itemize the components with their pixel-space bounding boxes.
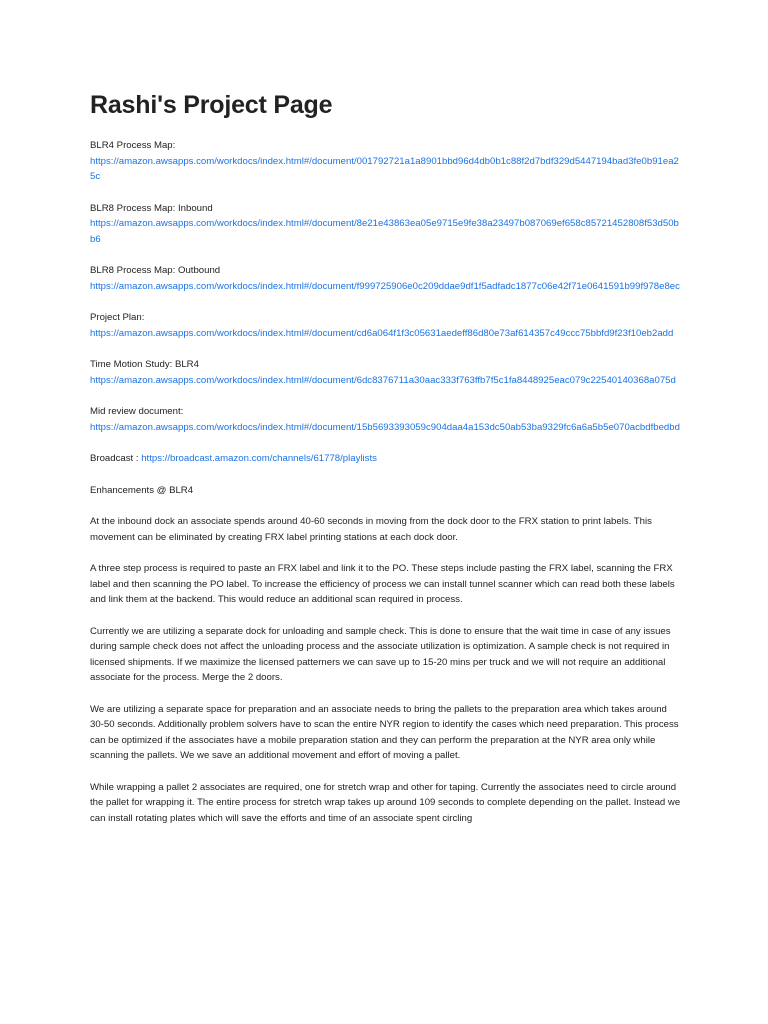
broadcast-line [90, 451, 682, 467]
broadcast-link[interactable]: https://broadcast.amazon.com/channels/61778/playlists [141, 453, 377, 464]
link-block-mid-review [90, 404, 682, 435]
link-label: Time Motion Study: BLR4 [90, 359, 199, 370]
link-block-time-motion-study [90, 357, 682, 388]
paragraph-frx-label-printing: At the inbound dock an associate spends around 40-60 seconds in moving from the dock door to the FRX station to print labels. This movement can be eliminated by creating FRX label printing stations at each dock door. [90, 516, 652, 543]
paragraph-merge-doors: Currently we are utilizing a separate dock for unloading and sample check. This is done to ensure that the wait time in case of any issues during sample check does not affect the unloading process and the associate utilization is optimization. A sample check is not required in licensed shipments. If we maximize the licensed patterners we can save up to 15-20 mins per truck and we will not require an additional associate for the process. Merge the 2 doors. [90, 625, 671, 683]
link-block-blr8-outbound [90, 263, 682, 294]
document-link[interactable]: https://amazon.awsapps.com/workdocs/index.html#/document/cd6a064f1f3c05631aedeff86d80e73af614357c49ccc75bbfd9f23f10eb2add [90, 327, 674, 339]
paragraph-tunnel-scanner: A three step process is required to paste an FRX label and link it to the PO. These steps include pasting the FRX label, scanning the FRX label and then scanning the PO label. To increase the efficiency of process we can install tunnel scanner which can read both these labels and link them at the backend. This would reduce an additional scan required in process. [90, 563, 675, 605]
enhancements-heading: Enhancements @ BLR4 [90, 484, 194, 496]
paragraph-rotating-plates: While wrapping a pallet 2 associates are required, one for stretch wrap and other for taping. Currently the associates need to circle around the pallet for wrapping it. The entire process for stretch wrap takes up around 109 seconds to complete depending on the pallet. Instead we can install rotating plates which will save the efforts and time of an associate spent circling [90, 781, 681, 824]
link-label: BLR8 Process Map: Inbound [90, 202, 213, 214]
link-label: BLR8 Process Map: Outbound [90, 265, 221, 276]
page-title: Rashi's Project Page [90, 91, 333, 119]
paragraph-mobile-preparation: We are utilizing a separate space for preparation and an associate needs to bring the pallets to the preparation area which takes around 30-50 seconds. Additionally problem solvers have to scan the entire NYR region to identify the cases which need preparation. This process can be optimized if the associates have a mobile preparation station and they can perform the preparation at the NYR area only while scanning the pallets. We we save an additional movement and effort of moving a pallet. [90, 703, 679, 761]
document-link[interactable]: https://amazon.awsapps.com/workdocs/index.html#/document/8e21e43863ea05e9715e9fe38a23497b087069ef658c85721452808f53d50bb6 [90, 218, 679, 245]
broadcast-label: Broadcast : [90, 453, 142, 464]
link-label: BLR4 Process Map: [90, 140, 176, 151]
link-block-project-plan [90, 310, 682, 341]
document-link[interactable]: https://amazon.awsapps.com/workdocs/index.html#/document/001792721a1a8901bbd96d4db0b1c88f2d7bdf329d5447194bad3fe0b91ea25c [90, 155, 679, 182]
link-block-blr8-inbound [90, 201, 682, 248]
document-content [90, 138, 682, 842]
document-link[interactable]: https://amazon.awsapps.com/workdocs/index.html#/document/15b5693393059c904daa4a153dc50ab53ba9329fc6a6a5b5e070acbdfbedbd [90, 421, 680, 433]
document-link[interactable]: https://amazon.awsapps.com/workdocs/index.html#/document/f999725906e0c209ddae9df1f5adfadc1877c06e42f71e0641591b99f978e8ec [90, 280, 680, 292]
link-label: Project Plan: [90, 312, 145, 323]
link-label: Mid review document: [90, 406, 184, 417]
link-block-blr4-process-map [90, 138, 682, 185]
document-link[interactable]: https://amazon.awsapps.com/workdocs/index.html#/document/6dc8376711a30aac333f763ffb7f5c1fa8448925eac079c22540140368a075d [90, 374, 676, 386]
